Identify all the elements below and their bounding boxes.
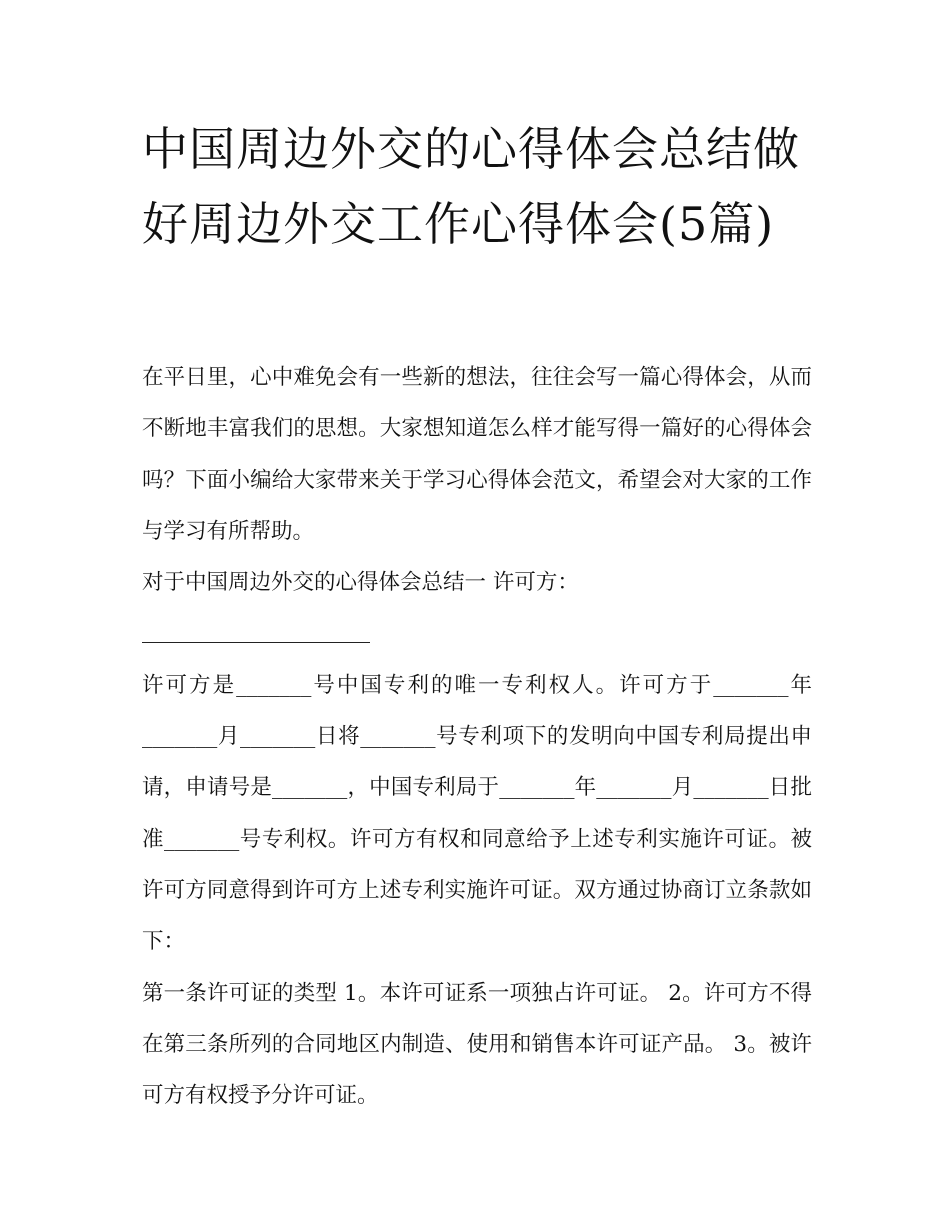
article-one-paragraph: 第一条许可证的类型 1。本许可证系一项独占许可证。 2。许可方不得在第三条所列的合同地区内制造、使用和销售本许可证产品。 3。被许可方有权授予分许可证。 (142, 980, 812, 1109)
intro-paragraph: 在平日里，心中难免会有一些新的想法，往往会写一篇心得体会，从而不断地丰富我们的思想。大家想知道怎么样才能写得一篇好的心得体会吗？下面小编给大家带来关于学习心得体会范文，希望会对大家的工作与学习有所帮助。 (142, 365, 812, 544)
document-body (142, 352, 812, 1121)
blank-underline (142, 642, 370, 643)
document-title: 中国周边外交的心得体会总结做好周边外交工作心得体会(5篇) (142, 122, 800, 251)
licensor-signature-line (142, 608, 812, 659)
section-heading-paragraph: 对于中国周边外交的心得体会总结一 许可方： (142, 570, 579, 596)
license-paragraph: 许可方是_______号中国专利的唯一专利权人。许可方于_______年_______月_______日将_______号专利项下的发明向中国专利局提出申请，申请号是_______，中国专利局于_______年_______月_______日批准_______号专利权。许可方有权和同意给予上述专利实施许可证。被许可方同意得到许可方上述专利实施许可证。双方通过协商订立条款如下： (142, 672, 812, 955)
